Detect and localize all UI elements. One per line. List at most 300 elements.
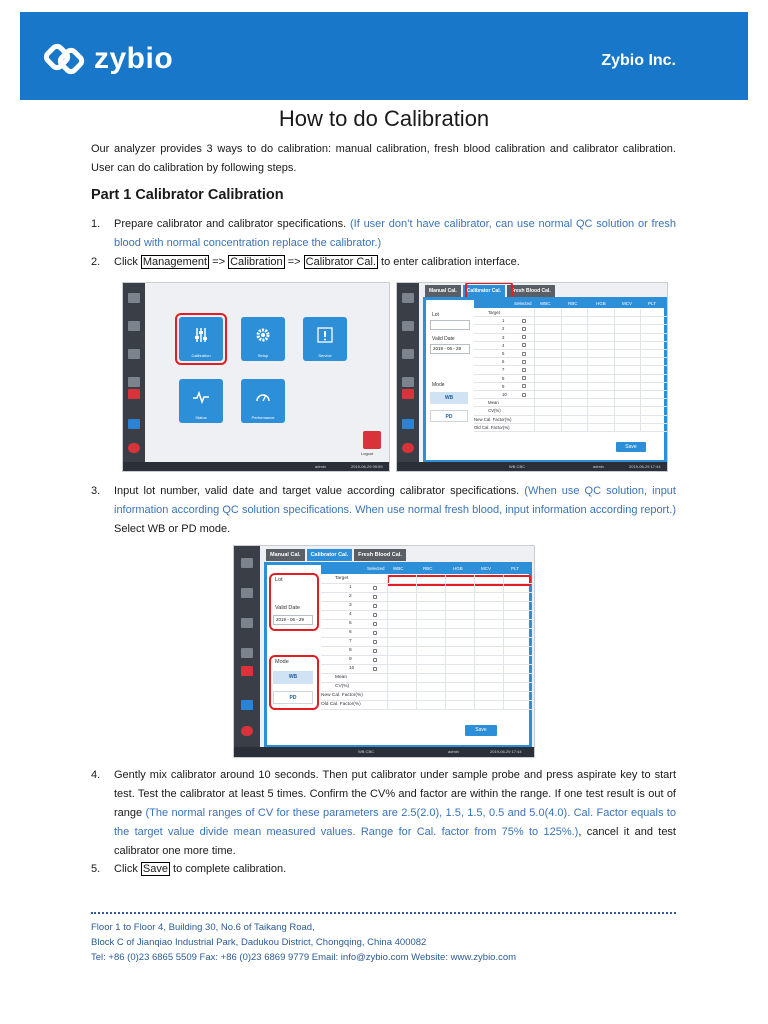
table-cell[interactable] [640,350,667,358]
table-cell[interactable] [587,366,614,374]
table-cell[interactable] [474,674,503,683]
step-number: 5. [91,863,101,875]
part1-heading: Part 1 Calibrator Calibration [91,187,284,203]
management-icon [402,389,414,399]
row-select-checkbox[interactable] [373,595,377,599]
shutdown-icon [402,443,414,453]
table-cell[interactable] [416,584,445,593]
tile-label: Setup [257,353,269,358]
table-cell[interactable] [640,424,667,432]
calibrator-cal-screenshot-large [233,545,535,758]
table-cell[interactable] [416,692,445,701]
row-select-checkbox[interactable] [373,640,377,644]
pulse-icon [193,389,209,405]
arrow-text: => [209,256,229,268]
table-cell[interactable] [445,701,474,710]
table-cell[interactable] [561,358,588,366]
row-label: 8 [502,375,505,381]
row-label: Old Cal. Factor(%) [474,424,510,430]
row-select-checkbox[interactable] [522,352,526,356]
row-select-checkbox[interactable] [522,384,526,388]
table-cell[interactable] [503,584,532,593]
table-cell[interactable] [445,674,474,683]
row-label: Old Cal. Factor(%) [321,702,361,707]
management-boxed-label: Management [142,256,208,268]
table-cell[interactable] [587,325,614,333]
table-cell[interactable] [503,638,532,647]
row-label: 4 [502,342,505,348]
table-cell[interactable] [387,584,416,593]
grid-header [321,565,532,574]
status-tile [179,379,223,423]
step-4 [91,766,676,861]
table-cell[interactable] [445,647,474,656]
table-cell[interactable] [587,358,614,366]
table-cell[interactable] [561,350,588,358]
mode-label: Mode [432,382,445,388]
table-cell[interactable] [587,383,614,391]
table-cell[interactable] [387,647,416,656]
table-cell[interactable] [474,647,503,656]
row-select-checkbox[interactable] [522,319,526,323]
table-cell[interactable] [474,620,503,629]
table-cell[interactable] [561,334,588,342]
row-select-checkbox[interactable] [373,586,377,590]
column-header: HGB [453,566,463,571]
table-cell[interactable] [387,629,416,638]
table-cell[interactable] [534,350,561,358]
table-cell[interactable] [445,611,474,620]
table-cell[interactable] [587,375,614,383]
table-cell[interactable] [387,602,416,611]
table-row [474,358,667,366]
column-header: Selected [514,301,532,306]
table-cell[interactable] [561,407,588,415]
highlight-ring [269,573,319,631]
table-cell[interactable] [640,325,667,333]
row-select-checkbox[interactable] [373,604,377,608]
row-label: 3 [502,334,505,340]
table-cell[interactable] [534,424,561,432]
table-cell[interactable] [445,629,474,638]
table-row [474,309,667,317]
step-note: (When use QC solution, input information according QC solution specifications. When use normal fresh blood, input information according report.) [114,485,676,516]
logo [44,38,173,80]
table-cell[interactable] [416,629,445,638]
efficient-icon [128,419,140,429]
row-label: 7 [502,367,505,373]
table-cell[interactable] [416,683,445,692]
row-select-checkbox[interactable] [522,335,526,339]
table-cell[interactable] [534,407,561,415]
table-cell[interactable] [445,692,474,701]
footer-address-line1: Floor 1 to Floor 4, Building 30, No.6 of Taikang Road, [91,922,315,933]
table-cell[interactable] [561,375,588,383]
table-cell[interactable] [614,325,641,333]
footer-address-line2: Block C of Jianqiao Industrial Park, Dadukou District, Chongqing, China 400082 [91,937,427,948]
table-cell[interactable] [416,656,445,665]
table-cell[interactable] [614,317,641,325]
mode-pd-button[interactable]: PD [273,691,313,704]
table-cell[interactable] [445,575,474,584]
table-cell[interactable] [534,399,561,407]
tile-label: Service [318,353,332,358]
management-screenshot [122,282,390,472]
tab-manual-cal[interactable]: Manual Cal. [266,549,305,561]
table-cell[interactable] [416,674,445,683]
table-cell[interactable] [561,383,588,391]
column-header: RBC [423,566,433,571]
table-cell[interactable] [445,656,474,665]
table-row [474,399,667,407]
row-label: 6 [349,630,352,635]
table-cell[interactable] [534,325,561,333]
step-text: to complete calibration. [169,863,287,875]
table-cell[interactable] [614,407,641,415]
table-cell[interactable] [534,383,561,391]
table-cell[interactable] [416,620,445,629]
tab-fresh-blood-cal[interactable]: Fresh Blood Cal. [354,549,406,561]
table-cell[interactable] [561,391,588,399]
table-cell[interactable] [387,593,416,602]
highlight-ring [269,655,319,710]
table-cell[interactable] [503,683,532,692]
table-cell[interactable] [534,391,561,399]
status-bar [397,462,667,471]
cal-panel [423,297,667,463]
table-cell[interactable] [640,407,667,415]
qc-icon [128,349,140,359]
step-note: (If user don’t have calibrator, can use normal QC solution or fresh blood with normal concentration replace the calibrator.) [114,218,676,249]
table-cell[interactable] [587,317,614,325]
table-row [321,665,532,674]
table-row [321,692,532,701]
table-cell[interactable] [416,602,445,611]
table-cell[interactable] [445,683,474,692]
table-cell[interactable] [640,391,667,399]
table-cell[interactable] [640,375,667,383]
analysis-icon [128,293,140,303]
row-label: 10 [349,666,355,671]
table-row [474,366,667,374]
table-cell[interactable] [614,358,641,366]
tile-label: Performance [251,415,275,420]
table-cell[interactable] [474,602,503,611]
row-label: 5 [502,351,505,356]
table-cell[interactable] [534,375,561,383]
table-cell[interactable] [445,602,474,611]
table-cell[interactable] [387,575,416,584]
table-cell[interactable] [614,399,641,407]
table-cell[interactable] [640,317,667,325]
table-cell[interactable] [416,575,445,584]
table-cell[interactable] [561,424,588,432]
table-cell[interactable] [587,334,614,342]
table-cell[interactable] [387,665,416,674]
row-select-checkbox[interactable] [522,327,526,331]
row-select-checkbox[interactable] [373,658,377,662]
table-cell[interactable] [503,593,532,602]
table-cell[interactable] [503,575,532,584]
table-cell[interactable] [614,366,641,374]
table-cell[interactable] [561,309,588,317]
review-icon [241,588,253,598]
table-cell[interactable] [640,416,667,424]
table-cell[interactable] [416,593,445,602]
table-cell[interactable] [474,593,503,602]
row-label: New Cal. Factor(%) [321,693,363,698]
table-cell[interactable] [387,701,416,710]
table-cell[interactable] [416,701,445,710]
table-cell[interactable] [587,350,614,358]
table-cell[interactable] [474,692,503,701]
lot-label: Lot [275,577,283,583]
table-cell[interactable] [561,366,588,374]
step-number: 1. [91,218,101,230]
gear-icon [255,327,271,343]
row-select-checkbox[interactable] [522,393,526,397]
screen-sidebar [397,283,419,471]
shutdown-icon [241,726,253,736]
table-cell[interactable] [561,399,588,407]
table-cell[interactable] [614,342,641,350]
tab-fresh-blood-cal[interactable]: Fresh Blood Cal. [507,285,555,297]
table-cell[interactable] [445,584,474,593]
lot-input[interactable] [430,320,470,330]
table-cell[interactable] [387,692,416,701]
row-label: Target [488,310,500,315]
mode-wb-button[interactable]: WB [273,671,313,684]
table-row [474,325,667,333]
table-cell[interactable] [503,674,532,683]
service-tile [303,317,347,361]
table-cell[interactable] [534,309,561,317]
table-cell[interactable] [503,692,532,701]
table-cell[interactable] [387,674,416,683]
table-cell[interactable] [640,383,667,391]
arrow-text: => [284,256,304,268]
valid-date-input[interactable]: 2019 - 06 - 29 [430,344,470,354]
table-cell[interactable] [474,656,503,665]
table-cell[interactable] [445,620,474,629]
row-label: 1 [502,318,505,324]
row-label: CV(%) [335,684,350,689]
review-icon [402,321,414,331]
mode-pd-button[interactable]: PD [430,410,468,422]
status-time: 2019-06-29 17:44 [490,749,522,754]
calibration-boxed-label: Calibration [230,256,283,268]
table-cell[interactable] [474,701,503,710]
logo-text: zybio [94,42,174,75]
row-select-checkbox[interactable] [373,613,377,617]
page-title: How to do Calibration [278,106,490,131]
table-cell[interactable] [387,620,416,629]
table-cell[interactable] [387,656,416,665]
table-row [321,701,532,710]
table-cell[interactable] [416,611,445,620]
table-cell[interactable] [587,424,614,432]
logout-icon [363,431,381,449]
table-cell[interactable] [474,683,503,692]
table-cell[interactable] [445,665,474,674]
column-header: Selected [367,566,385,571]
table-cell[interactable] [587,391,614,399]
column-header: PLT [511,566,519,571]
tab-manual-cal[interactable]: Manual Cal. [425,285,461,297]
row-select-checkbox[interactable] [522,360,526,364]
table-cell[interactable] [474,584,503,593]
row-select-checkbox[interactable] [373,631,377,635]
management-icon [241,666,253,676]
table-cell[interactable] [503,611,532,620]
status-bar [234,747,534,757]
table-row [474,342,667,350]
efficient-icon [241,700,253,710]
reagent-icon [241,648,253,658]
table-cell[interactable] [445,593,474,602]
table-cell[interactable] [534,416,561,424]
alert-icon [317,327,333,343]
valid-date-label: Valid Date [275,605,300,611]
table-cell[interactable] [587,399,614,407]
table-cell[interactable] [534,366,561,374]
step-text: to enter calibration interface. [377,256,520,268]
table-row [474,334,667,342]
table-cell[interactable] [587,416,614,424]
table-cell[interactable] [534,342,561,350]
row-select-checkbox[interactable] [522,376,526,380]
table-cell[interactable] [640,334,667,342]
table-row [474,383,667,391]
table-cell[interactable] [614,350,641,358]
zybio-logo-icon [44,38,86,80]
table-cell[interactable] [614,334,641,342]
table-cell[interactable] [503,620,532,629]
column-header: WBC [540,301,551,306]
table-row [474,391,667,399]
step-text: Input lot number, valid date and target value according calibrator specifications. [114,485,525,497]
efficient-icon [402,419,414,429]
tab-calibrator-cal[interactable]: Calibrator Cal. [463,285,505,297]
row-label: 7 [349,639,352,644]
step-number: 4. [91,769,101,781]
table-cell[interactable] [503,701,532,710]
table-cell[interactable] [445,638,474,647]
table-row [321,647,532,656]
table-cell[interactable] [614,375,641,383]
screen-sidebar [234,546,260,757]
row-select-checkbox[interactable] [522,368,526,372]
column-header: PLT [648,301,656,306]
table-cell[interactable] [503,602,532,611]
table-cell[interactable] [534,334,561,342]
row-label: 9 [502,383,505,389]
mode-label: Mode [275,659,289,665]
logout-label: Logout [361,451,374,456]
table-cell[interactable] [614,416,641,424]
table-cell[interactable] [640,399,667,407]
tab-calibrator-cal[interactable]: Calibrator Cal. [307,549,353,561]
gauge-icon [255,389,271,405]
table-cell[interactable] [640,342,667,350]
table-cell[interactable] [614,391,641,399]
table-cell[interactable] [587,342,614,350]
table-cell[interactable] [614,309,641,317]
table-row [321,620,532,629]
table-cell[interactable] [503,656,532,665]
footer-contact: Tel: +86 (0)23 6865 5509 Fax: +86 (0)23 6869 9779 Email: info@zybio.com Website: www.zybio.com [91,952,517,963]
table-cell[interactable] [474,575,503,584]
table-cell[interactable] [640,366,667,374]
table-cell[interactable] [534,317,561,325]
table-cell[interactable] [614,424,641,432]
intro-paragraph: Our analyzer provides 3 ways to do calibration: manual calibration, fresh blood calibration and calibrator calibration. User can do calibration by following steps. [91,143,676,174]
reagent-icon [128,377,140,387]
column-header: HGB [596,301,606,306]
step-number: 2. [91,256,101,268]
table-cell[interactable] [474,611,503,620]
table-cell[interactable] [503,629,532,638]
mode-wb-button[interactable]: WB [430,392,468,404]
save-button[interactable]: Save [465,725,497,736]
row-label: CV(%) [488,408,501,414]
table-cell[interactable] [474,629,503,638]
table-cell[interactable] [416,638,445,647]
table-cell[interactable] [474,638,503,647]
table-cell[interactable] [503,647,532,656]
row-select-checkbox[interactable] [373,649,377,653]
row-label: 2 [502,326,505,332]
table-cell[interactable] [587,407,614,415]
table-cell[interactable] [561,416,588,424]
table-row [474,375,667,383]
table-cell[interactable] [561,317,588,325]
row-select-checkbox[interactable] [373,667,377,671]
footer-divider [91,912,676,914]
table-cell[interactable] [561,342,588,350]
table-row [321,584,532,593]
cal-tabs [266,549,408,561]
status-time: 2019-06-29 17:44 [629,464,661,469]
table-cell[interactable] [416,647,445,656]
table-cell[interactable] [614,383,641,391]
table-cell[interactable] [534,358,561,366]
row-select-checkbox[interactable] [373,622,377,626]
column-header: MCV [622,301,632,306]
table-cell[interactable] [640,309,667,317]
table-cell[interactable] [387,611,416,620]
table-cell[interactable] [416,665,445,674]
save-button[interactable]: Save [616,442,646,452]
save-boxed-label: Save [142,863,168,875]
table-cell[interactable] [587,309,614,317]
table-cell[interactable] [387,638,416,647]
row-select-checkbox[interactable] [522,343,526,347]
step-text: Gently mix calibrator around 10 seconds. Then put calibrator under sample probe and press aspirate key to start test. Test the calibrator at least 5 times. Confirm the CV% and factor are within the range. If one test result is out of range [114,769,676,819]
review-icon [128,321,140,331]
status-time: 2019-06-29 09:59 [351,464,383,469]
status-user: admin [315,464,326,469]
table-cell[interactable] [474,665,503,674]
table-cell[interactable] [640,358,667,366]
valid-date-input[interactable]: 2019 - 06 - 29 [273,615,313,625]
status-bar [123,462,389,471]
step-1 [91,215,676,253]
step-5 [91,860,676,879]
table-cell[interactable] [503,665,532,674]
table-cell[interactable] [561,325,588,333]
table-cell[interactable] [387,683,416,692]
